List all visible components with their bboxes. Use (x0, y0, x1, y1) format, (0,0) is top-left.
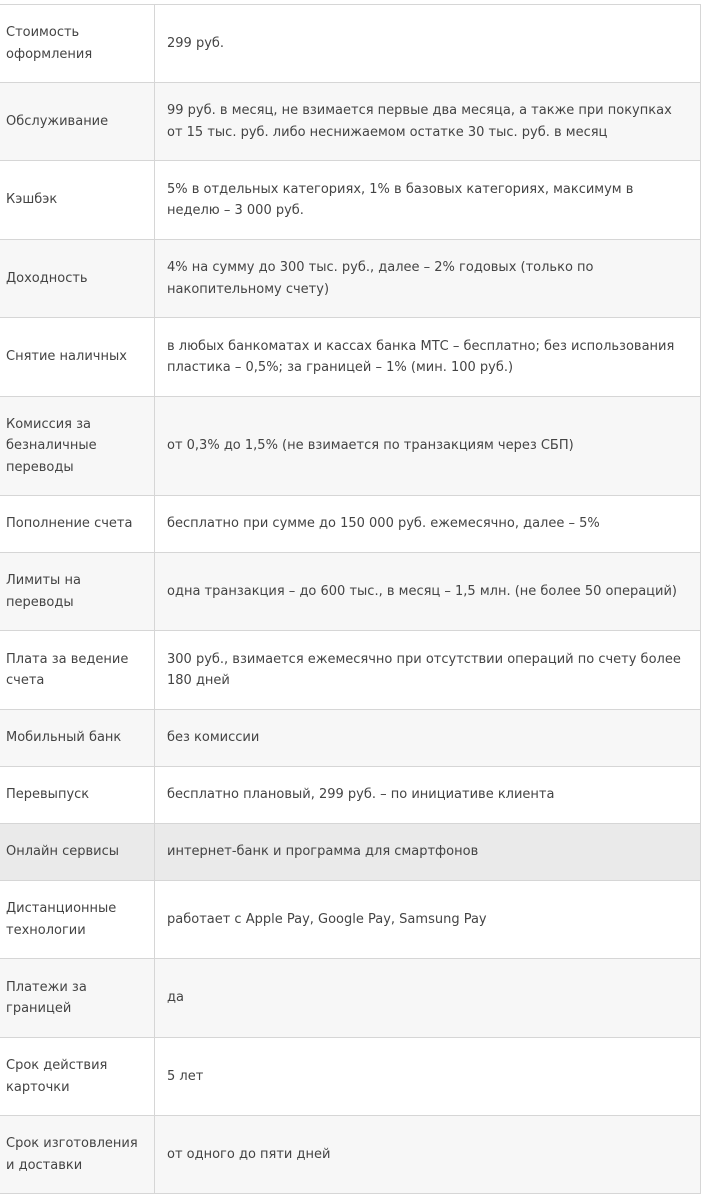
row-label-text: Кэшбэк (6, 192, 58, 208)
row-value (155, 767, 700, 823)
row-label-text: Перевыпуск (6, 787, 90, 803)
row-label-text: Обслуживание (6, 113, 109, 129)
row-label (0, 240, 155, 317)
row-value (155, 631, 700, 709)
row-label-text: Снятие наличных (6, 349, 127, 365)
table-row (0, 496, 700, 553)
row-value-text: 99 руб. в месяц, не взимается первые два месяца, а также при покупках от 15 тыс. руб. либо неснижаемом остатке 30 тыс. руб. в месяц (167, 103, 672, 140)
row-label (0, 1116, 155, 1193)
row-label (0, 5, 155, 82)
row-value-text: бесплатно плановый, 299 руб. – по инициативе клиента (167, 787, 555, 803)
row-label (0, 767, 155, 823)
row-label (0, 1038, 155, 1115)
row-label-text: Срок действия карточки (6, 1058, 108, 1095)
row-label-text: Онлайн сервисы (6, 844, 120, 860)
row-value-text: в любых банкоматах и кассах банка МТС – бесплатно; без использования пластика – 0,5%; за границей – 1% (мин. 100 руб.) (167, 338, 675, 375)
row-label-text: Платежи за границей (6, 979, 87, 1016)
table-row (0, 553, 700, 631)
row-label (0, 553, 155, 630)
row-label (0, 83, 155, 160)
row-label-text: Пополнение счета (6, 516, 133, 532)
row-value-text: 299 руб. (167, 35, 225, 51)
row-value (155, 318, 700, 396)
row-value (155, 710, 700, 766)
row-label (0, 631, 155, 709)
row-label-text: Комиссия за безналичные переводы (6, 416, 97, 475)
row-value-text: 5 лет (167, 1068, 204, 1084)
row-label-text: Доходность (6, 270, 88, 286)
row-label (0, 318, 155, 396)
row-label (0, 824, 155, 880)
row-label-text: Дистанционные технологии (6, 901, 117, 938)
table-row (0, 881, 700, 959)
row-value-text: от 0,3% до 1,5% (не взимается по транзакциям через СБП) (167, 438, 574, 454)
table-row (0, 631, 700, 710)
table-row (0, 318, 700, 397)
row-value-text: бесплатно при сумме до 150 000 руб. ежемесячно, далее – 5% (167, 516, 600, 532)
table-row (0, 824, 700, 881)
row-value-text: да (167, 990, 184, 1006)
row-label (0, 397, 155, 495)
row-value-text: интернет-банк и программа для смартфонов (167, 844, 479, 860)
row-value-text: работает с Apple Pay, Google Pay, Samsung Pay (167, 911, 487, 927)
row-value (155, 240, 700, 317)
row-value (155, 83, 700, 160)
row-label-text: Мобильный банк (6, 730, 122, 746)
table-row (0, 5, 700, 83)
table-row (0, 83, 700, 161)
row-value (155, 161, 700, 239)
row-value (155, 553, 700, 630)
table-row (0, 767, 700, 824)
row-value (155, 881, 700, 958)
table-row (0, 959, 700, 1038)
row-value-text: 5% в отдельных категориях, 1% в базовых категориях, максимум в неделю – 3 000 руб. (167, 181, 634, 218)
row-value-text: 300 руб., взимается ежемесячно при отсутствии операций по счету более 180 дней (167, 651, 681, 688)
table-row (0, 1116, 700, 1194)
row-label (0, 496, 155, 552)
tariff-table (0, 4, 701, 1194)
row-value (155, 1116, 700, 1193)
row-label (0, 959, 155, 1037)
row-value (155, 959, 700, 1037)
row-label-text: Лимиты на переводы (6, 573, 81, 610)
row-label-text: Стоимость оформления (6, 25, 93, 62)
row-label (0, 710, 155, 766)
row-value (155, 5, 700, 82)
row-value-text: 4% на сумму до 300 тыс. руб., далее – 2% годовых (только по накопительному счету) (167, 260, 594, 297)
table-row (0, 710, 700, 767)
row-value-text: одна транзакция – до 600 тыс., в месяц – 1,5 млн. (не более 50 операций) (167, 583, 677, 599)
row-label (0, 161, 155, 239)
table-row (0, 1038, 700, 1116)
table-row (0, 240, 700, 318)
row-label-text: Срок изготовления и доставки (6, 1136, 138, 1173)
row-value (155, 824, 700, 880)
row-value (155, 496, 700, 552)
row-value (155, 1038, 700, 1115)
row-value (155, 397, 700, 495)
row-value-text: от одного до пяти дней (167, 1146, 331, 1162)
row-label-text: Плата за ведение счета (6, 651, 129, 688)
table-row (0, 397, 700, 496)
row-value-text: без комиссии (167, 730, 260, 746)
row-label (0, 881, 155, 958)
table-row (0, 161, 700, 240)
